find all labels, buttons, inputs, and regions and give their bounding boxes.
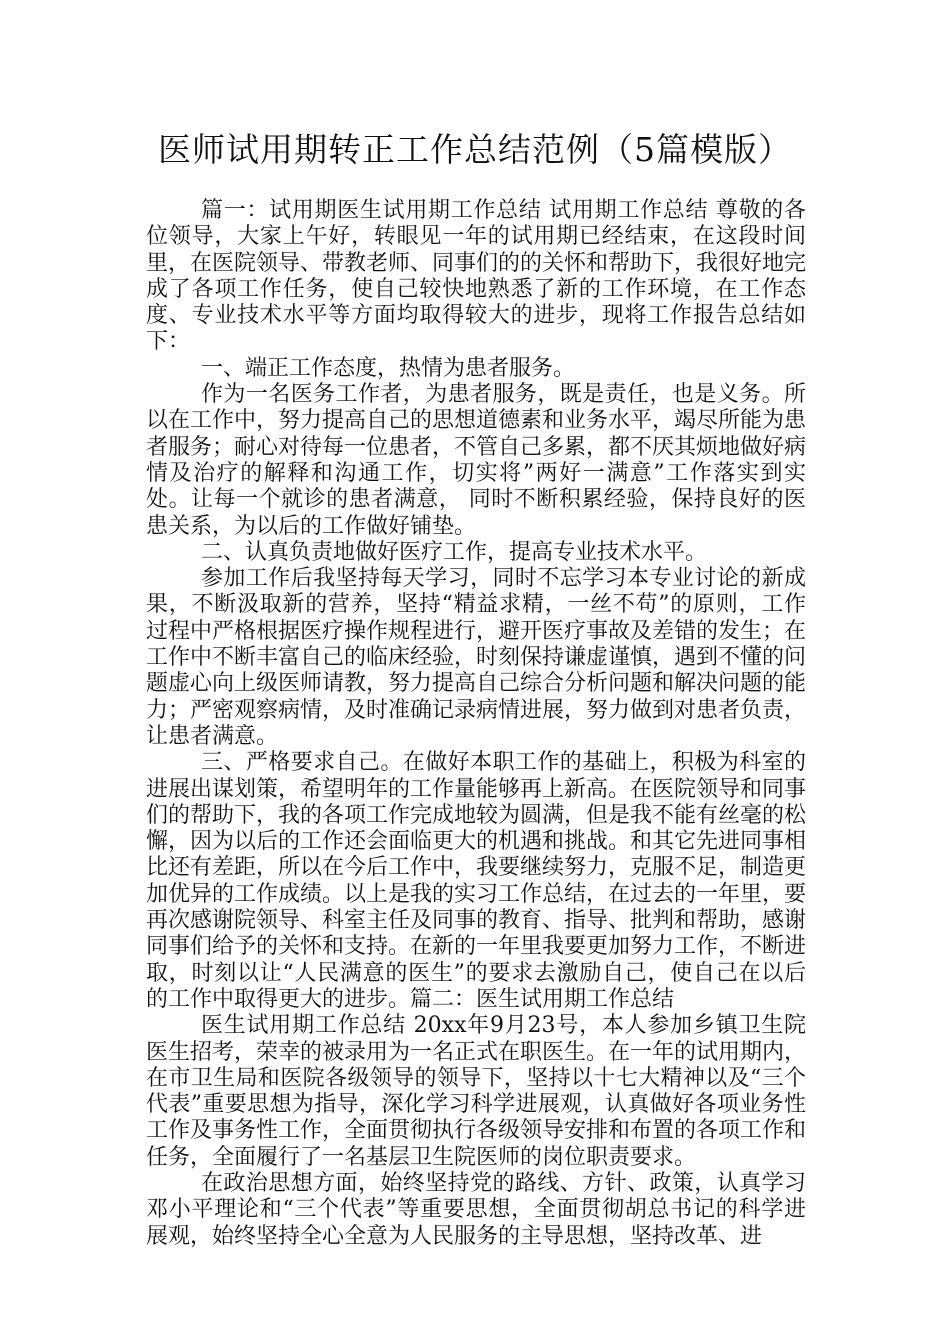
paragraph-6: 三、严格要求自己。在做好本职工作的基础上，积极为科室的进展出谋划策，希望明年的工作量能够再上新高。在医院领导和同事们的帮助下，我的各项工作完成地较为圆满，但是我不能有丝毫的松懈，因为以后的工作还会面临更大的机遇和挑战。和其它先进同事相比还有差距，所以在今后工作中，我要继续努力，克服不足，制造更加优异的工作成绩。以上是我的实习工作总结，在过去的一年里，要再次感谢院领导、科室主任及同事的教育、指导、批判和帮助，感谢同事们给予的关怀和支持。在新的一年里我要更加努力工作，不断进取，时刻以让“人民满意的医生”的要求去激励自己，使自己在以后的工作中取得更大的进步。篇二：医生试用期工作总结 (146, 750, 807, 1012)
document-title: 医师试用期转正工作总结范例（5篇模版） (158, 130, 792, 169)
paragraph-8: 在政治思想方面，始终坚持党的路线、方针、政策，认真学习邓小平理论和“三个代表”等重要思想，全面贯彻胡总书记的科学进展观，始终坚持全心全意为人民服务的主导思想，坚持改革、进 (146, 1170, 806, 1249)
paragraph-7: 医生试用期工作总结 20xx年9月23号，本人参加乡镇卫生院医生招考，荣幸的被录用为一名正式在职医生。在一年的试用期内，在市卫生局和医院各级领导的领导下，坚持以十七大精神以及“三个代表”重要思想为指导，深化学习科学进展观，认真做好各项业务性工作及事务性工作，全面贯彻执行各级领导安排和布置的各项工作和任务，全面履行了一名基层卫生院医师的岗位职责要求。 (146, 1013, 807, 1170)
paragraph-5: 参加工作后我坚持每天学习，同时不忘学习本专业讨论的新成果，不断汲取新的营养，坚持“精益求精，一丝不苟”的原则，工作过程中严格根据医疗操作规程进行，避开医疗事故及差错的发生；在工作中不断丰富自己的临床经验，时刻保持谦虚谨慎，遇到不懂的问题虚心向上级医师请教，努力提高自己综合分析问题和解决问题的能力；严密观察病情，及时准确记录病情进展，努力做到对患者负责，让患者满意。 (146, 566, 807, 749)
paragraph-3: 作为一名医务工作者，为患者服务，既是责任，也是义务。所以在工作中，努力提高自己的思想道德素和业务水平，竭尽所能为患者服务；耐心对待每一位患者，不管自己多累，都不厌其烦地做好病情及治疗的解释和沟通工作，切实将”两好一满意”工作落实到实处。让每一个就诊的患者满意， 同时不断积累经验，保持良好的医患关系，为以后的工作做好铺垫。 (146, 382, 807, 539)
document-body (146, 198, 806, 1250)
paragraph-2-heading: 一、端正工作态度，热情为患者服务。 (201, 355, 576, 381)
paragraph-1: 篇一：试用期医生试用期工作总结 试用期工作总结 尊敬的各位领导，大家上午好，转眼见一年的试用期已经结束，在这段时间里，在医院领导、带教老师、同事们的的关怀和帮助下，我很好地完成了各项工作任务，使自己较快地熟悉了新的工作环境，在工作态度、专业技术水平等方面均取得较大的进步，现将工作报告总结如下： (146, 198, 807, 355)
paragraph-4-heading: 二、认真负责地做好医疗工作，提高专业技术水平。 (201, 539, 708, 565)
